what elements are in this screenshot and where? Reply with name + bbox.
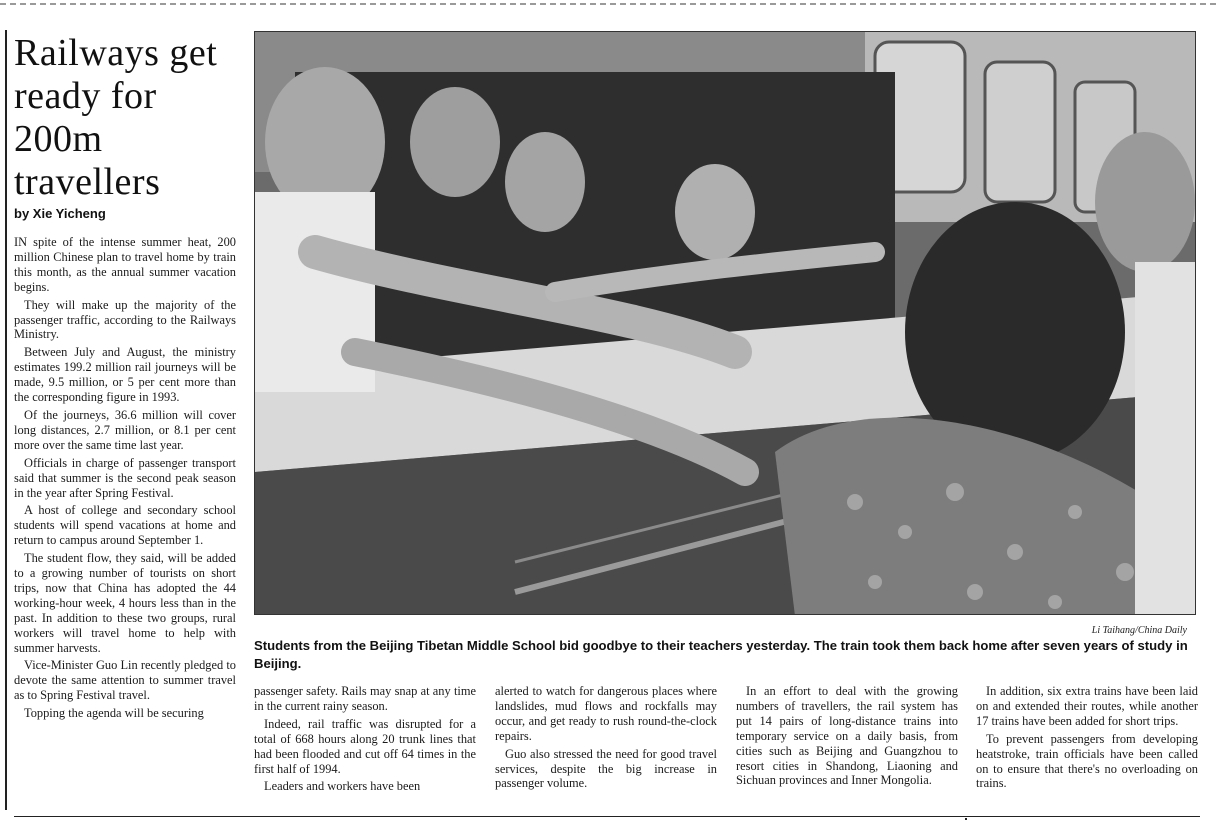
paragraph: alerted to watch for dangerous places where landslides, mud flows and rockfalls may occur, and get ready to rush round-the-clock repairs.	[495, 684, 717, 743]
paragraph: Between July and August, the ministry estimates 199.2 million rail journeys will be made, 9.5 million, or 5 per cent more than the corresponding figure in 1993.	[14, 345, 236, 405]
paragraph: Vice-Minister Guo Lin recently pledged to devote the same attention to summer travel as to Spring Festival travel.	[14, 658, 236, 703]
paragraph: Indeed, rail traffic was disrupted for a total of 668 hours along 20 trunk lines that had been flooded and cut off 64 times in the first half of 1994.	[254, 716, 476, 776]
article-column-3	[495, 684, 717, 794]
news-photo	[254, 31, 1196, 615]
paragraph: To prevent passengers from developing heatstroke, train officials have been called on to ensure that there's no overloading on trains.	[976, 731, 1198, 791]
byline: by Xie Yicheng	[14, 206, 106, 221]
paragraph: Of the journeys, 36.6 million will cover long distances, 2.7 million, or 8.1 per cent more over the same time last year.	[14, 407, 236, 452]
paragraph: Topping the agenda will be securing	[24, 706, 204, 721]
paragraph: They will make up the majority of the passenger traffic, according to the Railways Ministry.	[14, 297, 236, 342]
paragraph: In addition, six extra trains have been laid on and extended their routes, while another 17 trains have been added for short trips.	[976, 684, 1198, 728]
photo-credit: Li Taihang/China Daily	[1091, 625, 1187, 636]
article-column-5	[976, 684, 1198, 794]
paragraph: IN spite of the intense summer heat, 200 million Chinese plan to travel home by train this month, as the annual summer vacation begins.	[14, 235, 236, 294]
paragraph: Officials in charge of passenger transport said that summer is the second peak season in the year after Spring Festival.	[14, 455, 236, 500]
bottom-rule	[14, 816, 1200, 817]
photo-caption: Students from the Beijing Tibetan Middle School bid goodbye to their teachers yesterday. The train took them back home after seven years of study in Beijing.	[254, 638, 1188, 671]
left-column-rule	[5, 30, 7, 810]
headline: Railways get ready for 200m travellers	[14, 32, 218, 203]
paragraph: In an effort to deal with the growing numbers of travellers, the rail system has put 14 pairs of long-distance trains into temporary service on a daily basis, from cities such as Beijing and Guangzhou to resort cities in Shandong, Liaoning and Sichuan provinces and Inner Mongolia.	[736, 684, 958, 788]
bottom-dot	[965, 818, 967, 820]
paragraph: A host of college and secondary school students will spend vacations at home and return to campus around September 1.	[14, 503, 236, 548]
top-dashed-rule	[0, 3, 1216, 5]
paragraph: passenger safety. Rails may snap at any time in the current rainy season.	[254, 684, 476, 713]
paragraph: Guo also stressed the need for good travel services, despite the big increase in passenger volume.	[495, 746, 717, 791]
paragraph: Leaders and workers have been	[264, 779, 421, 794]
article-column-4	[736, 684, 958, 791]
article-column-2	[254, 684, 476, 797]
paragraph: The student flow, they said, will be added to a growing number of tourists on short trips, now that China has adopted the 44 working-hour week, 4 hours less than in the past. In addition to these two groups, rural workers will travel home to help with summer harvests.	[14, 551, 236, 655]
article-column-1	[14, 235, 236, 724]
